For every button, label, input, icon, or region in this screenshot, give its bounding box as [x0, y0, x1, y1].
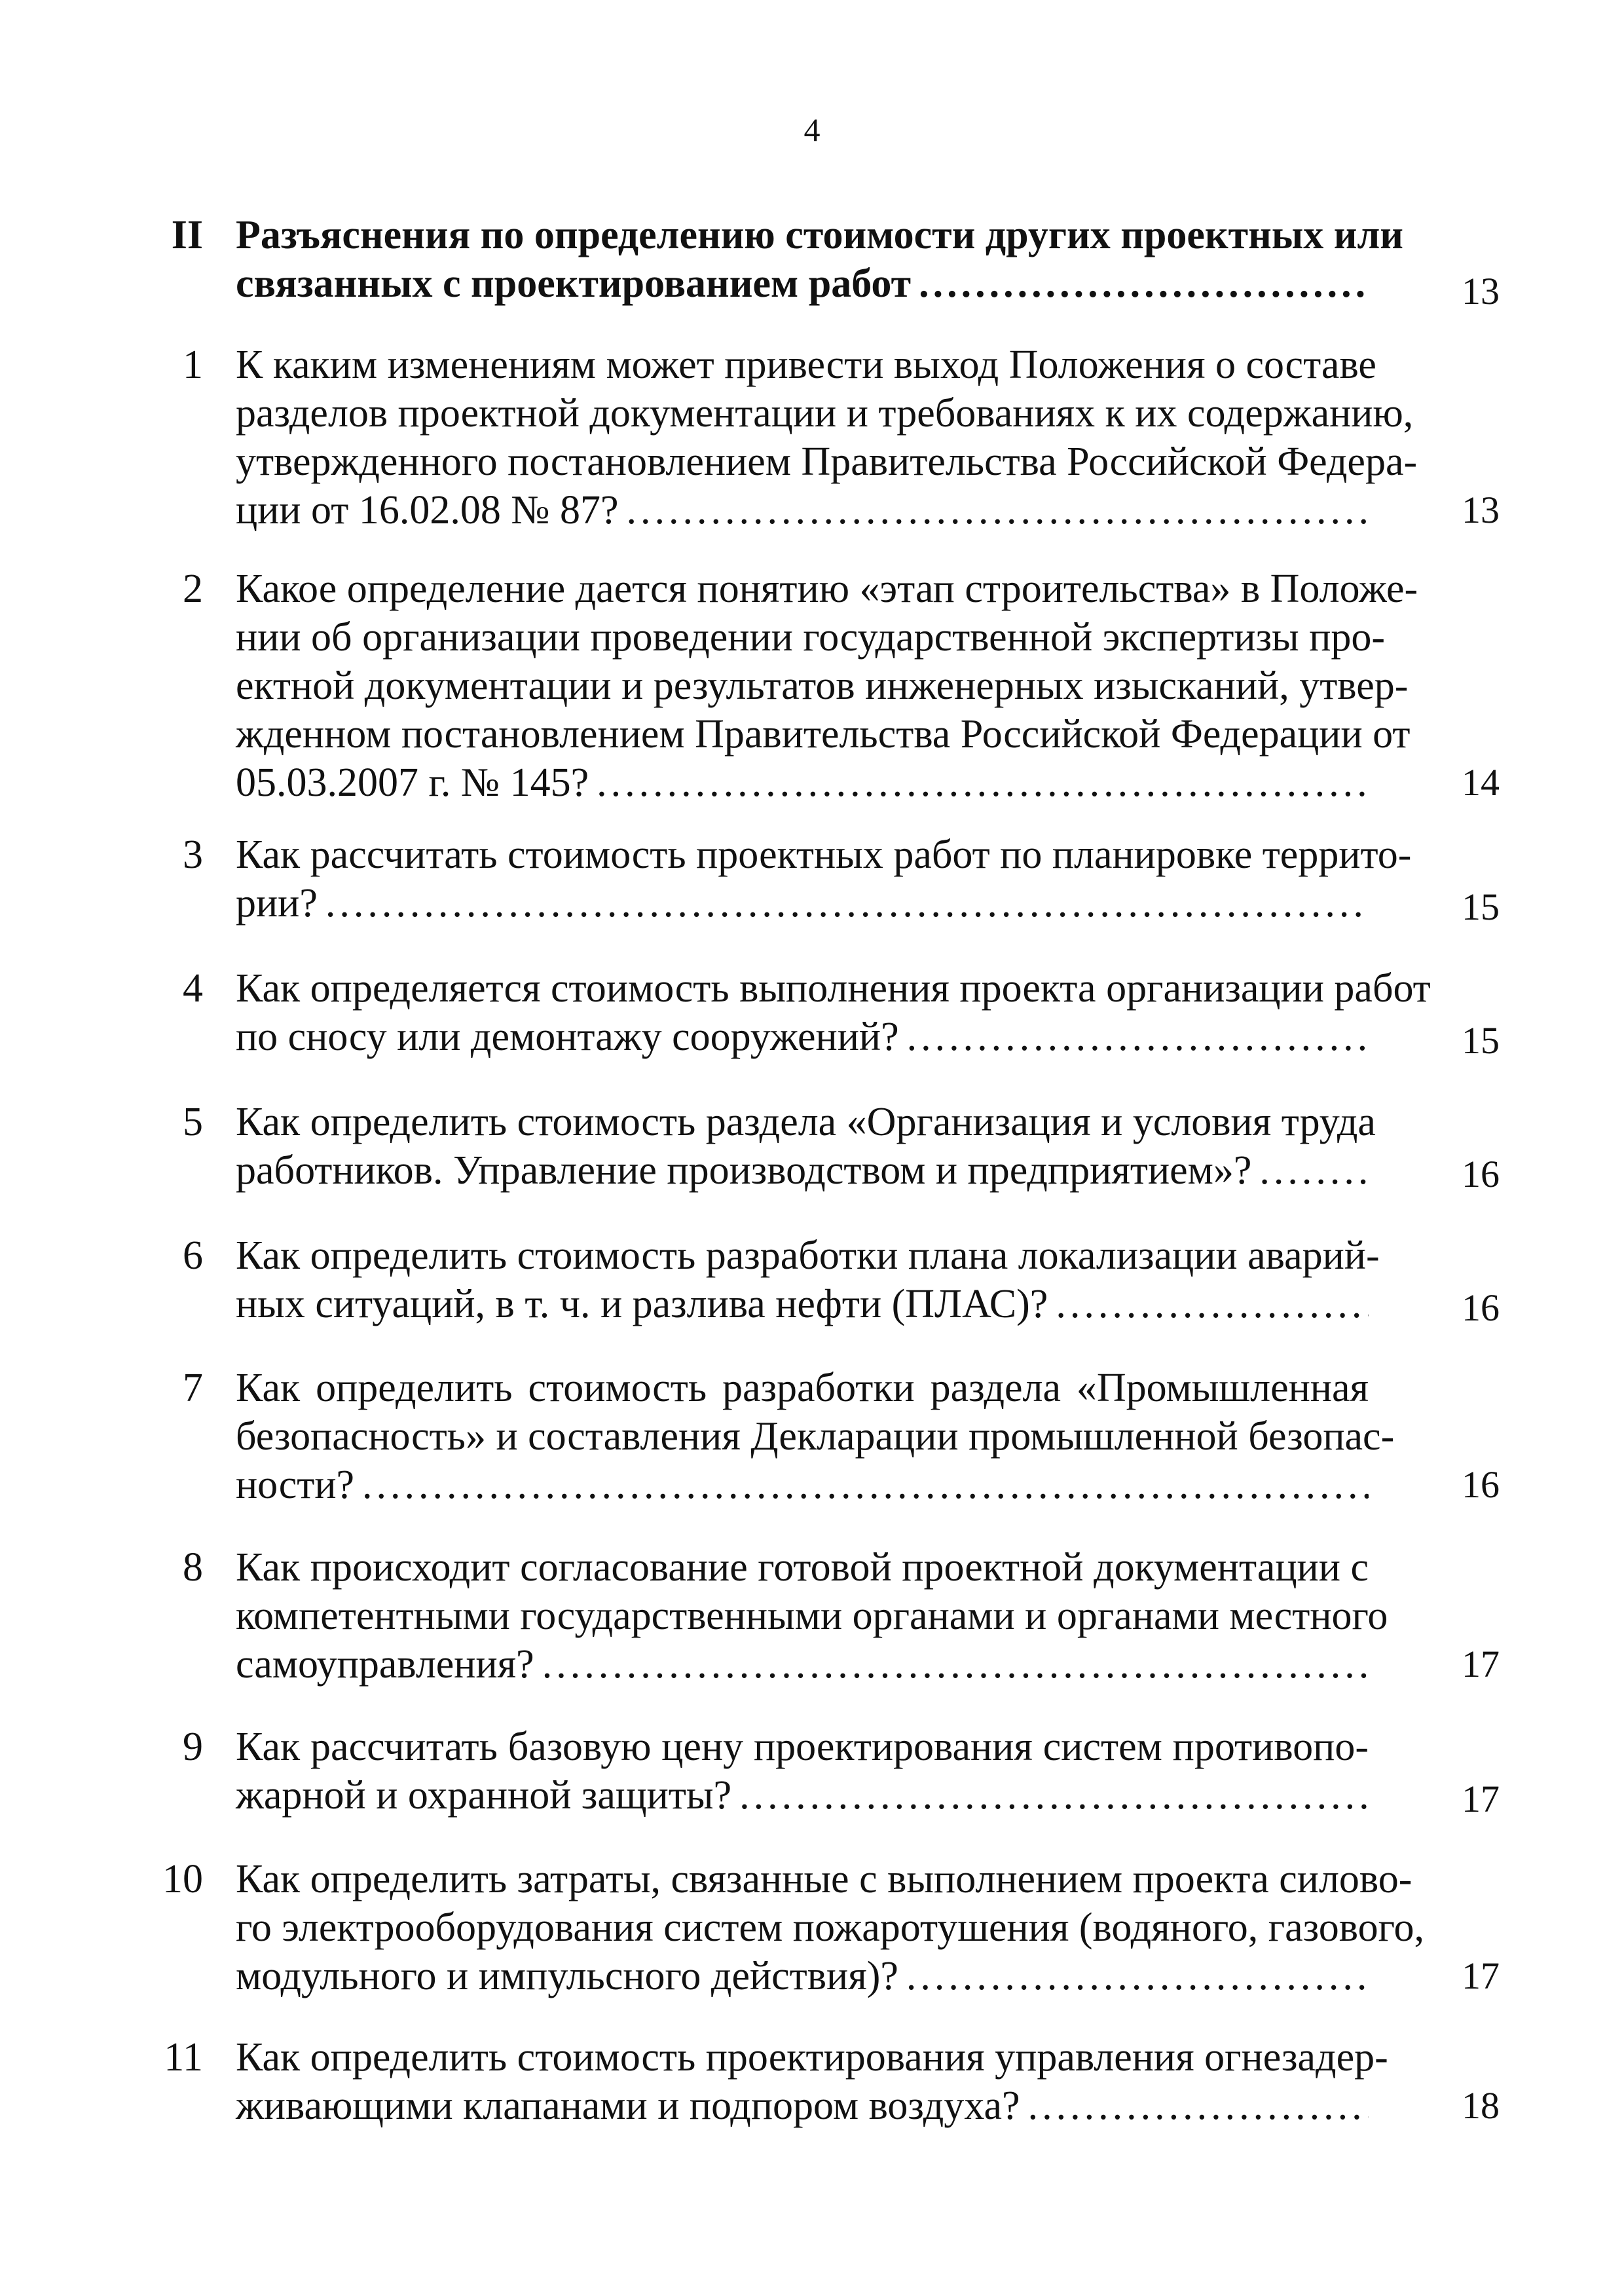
entry-page-number: 18: [1462, 2084, 1500, 2127]
entry-line: жденном постановлением Правительства Российской Федерации от: [236, 712, 1411, 757]
entry-number: 6: [183, 1233, 203, 1278]
dot-leader: [354, 1461, 1369, 1509]
dot-leader: [898, 1952, 1369, 2000]
entry-page-number: 16: [1462, 1286, 1500, 1329]
page-number: 4: [803, 111, 821, 148]
entry-number: 10: [162, 1857, 203, 1901]
entry-line: Разъяснения по определению стоимости других проектных или: [236, 213, 1403, 257]
entry-line: го электрооборудования систем пожаротушения (водяного, газового,: [236, 1905, 1425, 1950]
entry-title: [236, 2033, 1388, 2130]
entry-last-line: [236, 879, 1369, 927]
dot-leader: [1048, 1280, 1369, 1328]
entry-page-number: 17: [1462, 1778, 1500, 1820]
entry-last-line: [236, 1952, 1369, 2000]
entry-page-number: 16: [1462, 1463, 1500, 1506]
entry-number: 11: [164, 2035, 203, 2080]
entry-last-line: [236, 1146, 1369, 1195]
entry-line: Как определить стоимость проектирования управления огнезадер-: [236, 2035, 1388, 2080]
dot-leader: [619, 486, 1369, 534]
dot-leader: [534, 1640, 1369, 1689]
entry-last-text: ции от 16.02.08 № 87?: [236, 488, 619, 533]
entry-last-text: жарной и охранной защиты?: [236, 1773, 732, 1818]
entry-title: [236, 831, 1412, 927]
entry-last-line: [236, 1013, 1369, 1061]
entry-number: 9: [183, 1725, 203, 1769]
entry-last-text: ности?: [236, 1463, 355, 1507]
entry-last-line: [236, 1640, 1369, 1689]
entry-last-text: модульного и импульсного действия)?: [236, 1954, 898, 1998]
entry-number: 1: [183, 343, 203, 387]
entry-number: 8: [183, 1545, 203, 1590]
dot-leader: [1251, 1146, 1369, 1195]
entry-title: [236, 565, 1418, 807]
entry-last-line: [236, 259, 1369, 308]
entry-last-text: ных ситуаций, в т. ч. и разлива нефти (ПЛАС)?: [236, 1282, 1048, 1326]
dot-leader: [1020, 2082, 1369, 2130]
entry-last-line: [236, 1280, 1369, 1328]
entry-line: Как определить затраты, связанные с выполнением проекта силово-: [236, 1857, 1412, 1901]
entry-title: [236, 1723, 1369, 1820]
entry-last-line: [236, 1771, 1369, 1820]
entry-page-number: 14: [1462, 761, 1500, 804]
section-number: II: [171, 213, 203, 257]
entry-last-text: связанных с проектированием работ: [236, 261, 912, 306]
entry-last-line: [236, 758, 1369, 807]
entry-number: 4: [183, 966, 203, 1011]
entry-page-number: 17: [1462, 1955, 1500, 1997]
dot-leader: [318, 879, 1369, 927]
entry-page-number: 15: [1462, 1019, 1500, 1062]
entry-page-number: 16: [1462, 1153, 1500, 1195]
entry-title: [236, 1098, 1376, 1195]
entry-line: Как рассчитать стоимость проектных работ по планировке террито-: [236, 832, 1412, 877]
entry-title: [236, 1231, 1380, 1328]
entry-page-number: 17: [1462, 1643, 1500, 1685]
entry-number: 2: [183, 567, 203, 611]
entry-line: компетентными государственными органами и органами местного: [236, 1594, 1388, 1638]
entry-last-text: рии?: [236, 881, 318, 926]
entry-line: Как рассчитать базовую цену проектирования систем противопо-: [236, 1725, 1369, 1769]
entry-page-number: 15: [1462, 886, 1500, 928]
entry-line: Как определить стоимость разработки раздела «Промышленная: [236, 1366, 1369, 1410]
dot-leader: [589, 758, 1369, 807]
entry-last-line: [236, 1461, 1369, 1509]
entry-last-line: [236, 486, 1369, 534]
entry-line: К каким изменениям может привести выход Положения о составе: [236, 343, 1376, 387]
entry-number: 3: [183, 832, 203, 877]
entry-number: 7: [183, 1366, 203, 1410]
entry-title: [236, 964, 1431, 1061]
entry-line: утвержденного постановлением Правительства Российской Федера-: [236, 440, 1418, 484]
entry-line: ектной документации и результатов инженерных изысканий, утвер-: [236, 664, 1409, 708]
entry-title: [236, 1364, 1395, 1509]
entry-line: безопасность» и составления Декларации промышленной безопас-: [236, 1414, 1395, 1459]
dot-leader: [731, 1771, 1369, 1820]
entry-line: Как определяется стоимость выполнения проекта организации работ: [236, 966, 1431, 1011]
dot-leader: [911, 259, 1369, 308]
entry-line: Как определить стоимость раздела «Организация и условия труда: [236, 1100, 1376, 1144]
entry-title: [236, 341, 1418, 534]
entry-line: нии об организации проведении государственной экспертизы про-: [236, 615, 1386, 660]
entry-last-text: по сносу или демонтажу сооружений?: [236, 1015, 899, 1059]
entry-line: Как происходит согласование готовой проектной документации с: [236, 1545, 1369, 1590]
entry-last-text: живающими клапанами и подпором воздуха?: [236, 2084, 1020, 2128]
entry-last-text: работников. Управление производством и предприятием»?: [236, 1148, 1252, 1193]
dot-leader: [899, 1013, 1369, 1061]
entry-last-text: самоуправления?: [236, 1642, 534, 1687]
entry-last-line: [236, 2082, 1369, 2130]
entry-page-number: 13: [1462, 270, 1500, 312]
entry-last-text: 05.03.2007 г. № 145?: [236, 760, 589, 805]
entry-line: разделов проектной документации и требованиях к их содержанию,: [236, 391, 1414, 436]
entry-title: [236, 1543, 1388, 1689]
entry-title: [236, 1855, 1425, 2000]
section-title: [236, 211, 1403, 308]
entry-page-number: 13: [1462, 489, 1500, 531]
entry-line: Какое определение дается понятию «этап строительства» в Положе-: [236, 567, 1418, 611]
entry-line: Как определить стоимость разработки плана локализации аварий-: [236, 1233, 1380, 1278]
entry-number: 5: [183, 1100, 203, 1144]
